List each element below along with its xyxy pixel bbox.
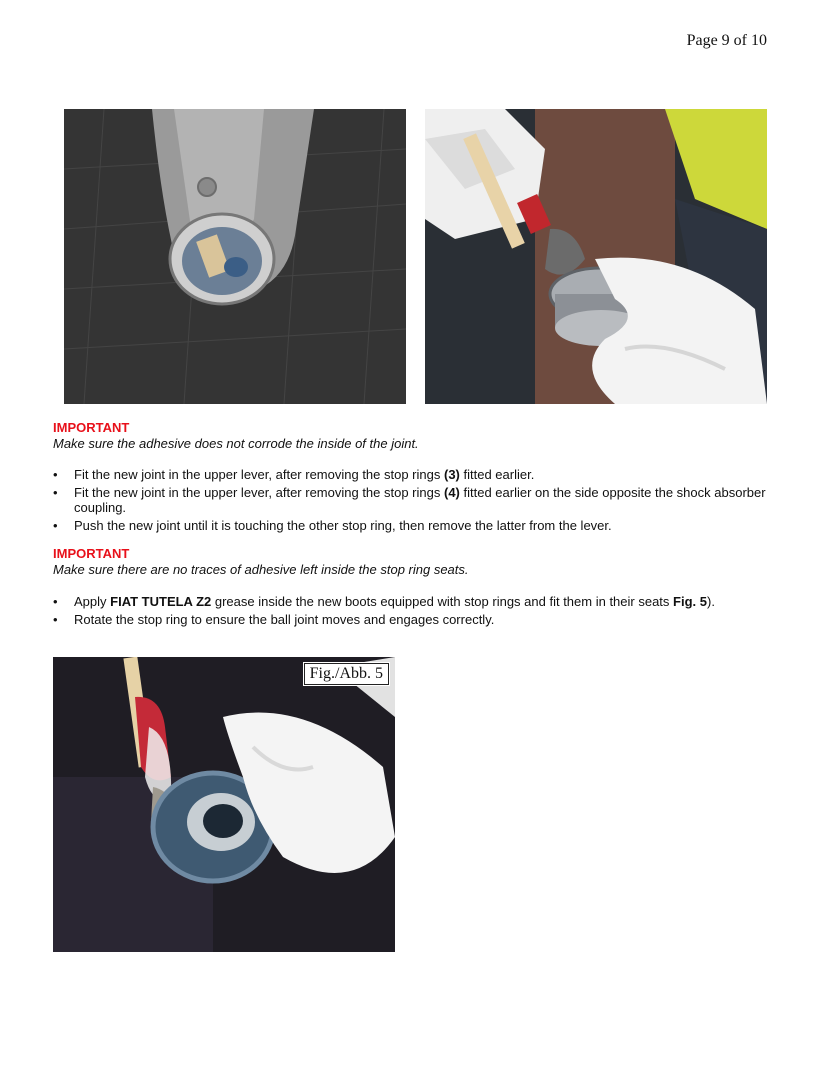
important-label: IMPORTANT bbox=[53, 420, 130, 435]
list-item bbox=[53, 485, 773, 515]
part-reference: (4) bbox=[443, 485, 460, 500]
list-item-text: Rotate the stop ring to ensure the ball joint moves and engages correctly. bbox=[74, 612, 495, 627]
bullet-marker: • bbox=[53, 612, 58, 627]
important-section-1 bbox=[53, 420, 773, 452]
important-section-2 bbox=[53, 546, 773, 578]
bullet-marker: • bbox=[53, 467, 58, 482]
instruction-list-2 bbox=[53, 594, 773, 630]
product-name: FIAT TUTELA Z2 bbox=[110, 594, 212, 609]
list-item bbox=[53, 612, 773, 627]
list-item bbox=[53, 594, 773, 609]
list-item bbox=[53, 467, 773, 482]
important-note: Make sure there are no traces of adhesive left inside the stop ring seats. bbox=[53, 562, 469, 577]
figure-label: Fig./Abb. 5 bbox=[304, 663, 389, 685]
photo-figure-5-grease-boot bbox=[53, 657, 395, 952]
important-label: IMPORTANT bbox=[53, 546, 130, 561]
photo-applying-adhesive bbox=[425, 109, 767, 404]
list-item bbox=[53, 518, 773, 533]
bullet-marker: • bbox=[53, 485, 58, 500]
instruction-list-1 bbox=[53, 467, 773, 536]
list-item-text: Push the new joint until it is touching the other stop ring, then remove the latter from the lever. bbox=[74, 518, 612, 533]
page-number: Page 9 of 10 bbox=[686, 32, 767, 49]
part-reference: (3) bbox=[443, 467, 460, 482]
list-item-text: Fit the new joint in the upper lever, after removing the stop rings bbox=[74, 467, 444, 482]
figure-reference: Fig. 5 bbox=[673, 594, 707, 609]
list-item-text: Fit the new joint in the upper lever, after removing the stop rings bbox=[74, 485, 444, 500]
list-item-text: Apply bbox=[74, 594, 111, 609]
bullet-marker: • bbox=[53, 594, 58, 609]
photo-lever-joint-seat bbox=[64, 109, 406, 404]
list-item-text: fitted earlier on the side opposite the shock absorber coupling. bbox=[74, 485, 766, 515]
list-item-text: ). bbox=[706, 594, 715, 609]
bullet-marker: • bbox=[53, 518, 58, 533]
important-note: Make sure the adhesive does not corrode the inside of the joint. bbox=[53, 436, 419, 451]
list-item-text: fitted earlier. bbox=[459, 467, 535, 482]
list-item-text: grease inside the new boots equipped with stop rings and fit them in their seats bbox=[211, 594, 674, 609]
